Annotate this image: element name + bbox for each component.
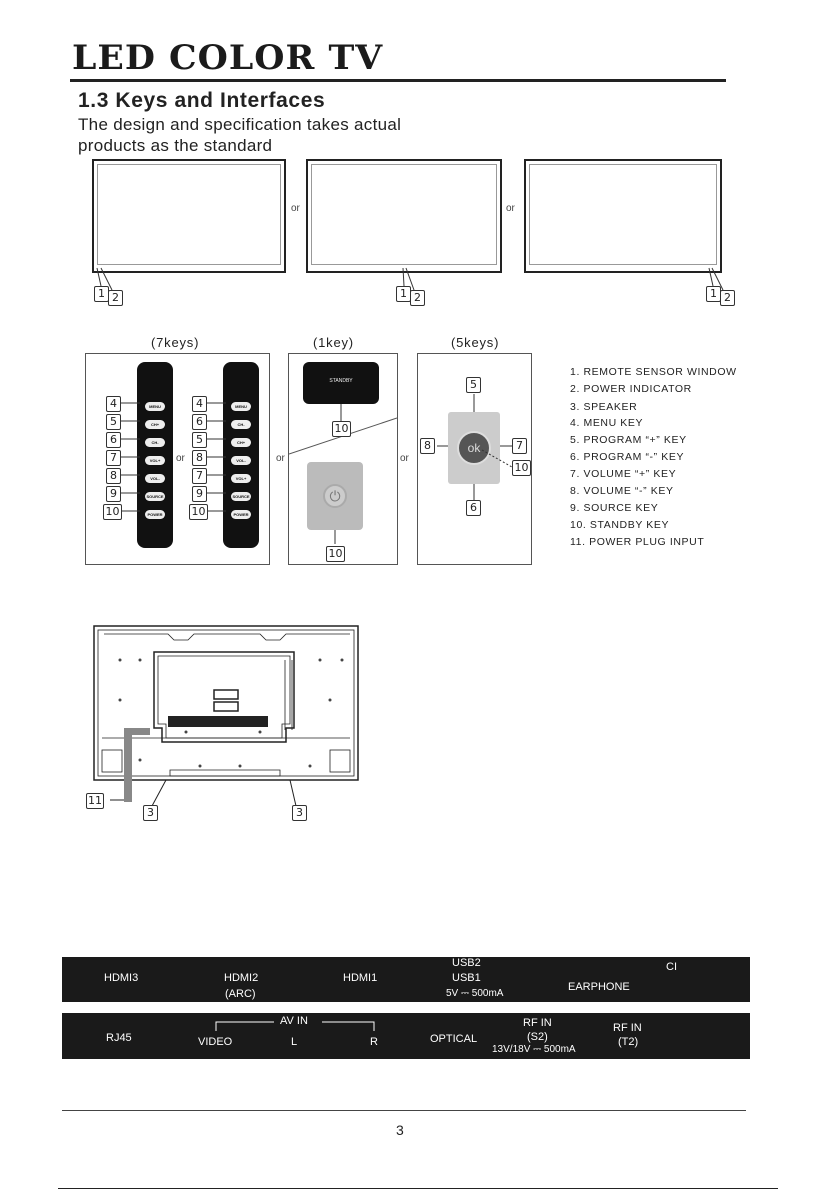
- key-number-badge: 10: [332, 421, 351, 437]
- legend-item: 8. VOLUME “-” KEY: [570, 485, 674, 497]
- callout-badge: 1: [706, 286, 721, 302]
- key-power: POWER: [145, 510, 165, 519]
- legend-item: 7. VOLUME “+” KEY: [570, 468, 677, 480]
- key-ch-plus: CH+: [145, 420, 165, 429]
- key-number-badge: 4: [192, 396, 207, 412]
- standby-key-label: STANDBY: [329, 378, 353, 384]
- legend-item: 3. SPEAKER: [570, 401, 638, 413]
- footer-rule: [62, 1110, 746, 1111]
- key-number-badge: 7: [106, 450, 121, 466]
- callout-badge: 2: [720, 290, 735, 306]
- legend-item: 5. PROGRAM “+” KEY: [570, 434, 687, 446]
- legend-item: 1. REMOTE SENSOR WINDOW: [570, 366, 737, 378]
- or-label: or: [291, 203, 300, 214]
- key-ch-minus: CH-: [145, 438, 165, 447]
- callout-badge: 3: [292, 805, 307, 821]
- interface-bar-bottom: [62, 1013, 750, 1059]
- key-number-badge: 7: [512, 438, 527, 454]
- rf-power-rating: 13V/18V ⎓ 500mA: [492, 1044, 576, 1055]
- key-menu: MENU: [231, 402, 251, 411]
- page-number: 3: [396, 1122, 404, 1138]
- key-number-badge: 7: [192, 468, 207, 484]
- panel-divider: [289, 354, 397, 564]
- section-title: 1.3 Keys and Interfaces: [78, 89, 326, 112]
- port-audio-r: R: [370, 1036, 378, 1048]
- key-number-badge: 10: [512, 460, 531, 476]
- legend-item: 4. MENU KEY: [570, 417, 644, 429]
- heading-5keys: (5keys): [451, 335, 500, 350]
- port-rf-in-t2-sub: (T2): [618, 1036, 639, 1048]
- key-number-badge: 6: [192, 414, 207, 430]
- callout-badge: 2: [410, 290, 425, 306]
- port-earphone: EARPHONE: [568, 981, 630, 993]
- power-icon: ⏻: [323, 484, 347, 508]
- key-number-badge: 9: [192, 486, 207, 502]
- usb-power-rating: 5V ⎓ 500mA: [446, 988, 504, 999]
- callout-badge: 1: [396, 286, 411, 302]
- port-hdmi2-arc: (ARC): [225, 988, 256, 1000]
- port-av-in: AV IN: [280, 1015, 308, 1027]
- port-optical: OPTICAL: [430, 1033, 478, 1045]
- callout-badge: 2: [108, 290, 123, 306]
- key-number-badge: 4: [106, 396, 121, 412]
- ok-key: ok: [457, 431, 491, 465]
- key-number-badge: 8: [420, 438, 435, 454]
- key-vol-plus: VOL+: [145, 456, 165, 465]
- brand-title: LED COLOR TV: [72, 38, 384, 78]
- legend-item: 6. PROGRAM “-” KEY: [570, 451, 685, 463]
- key-ch-minus: CH-: [231, 420, 251, 429]
- legend-item: 9. SOURCE KEY: [570, 502, 659, 514]
- subtitle-line-2: products as the standard: [78, 136, 273, 155]
- key-number-badge: 5: [466, 377, 481, 393]
- heading-7keys: (7keys): [151, 335, 200, 350]
- port-audio-l: L: [291, 1036, 298, 1048]
- key-vol-minus: VOL-: [231, 456, 251, 465]
- port-hdmi3: HDMI3: [104, 972, 139, 984]
- legend-item: 2. POWER INDICATOR: [570, 383, 692, 395]
- key-source: SOURCE: [232, 494, 250, 499]
- bottom-rule: [58, 1188, 778, 1189]
- key-number-badge: 6: [106, 432, 121, 448]
- subtitle-line-1: The design and specification takes actual: [78, 115, 402, 134]
- key-vol-minus: VOL-: [145, 474, 165, 483]
- key-number-badge: 5: [192, 432, 207, 448]
- legend-item: 10. STANDBY KEY: [570, 519, 670, 531]
- port-hdmi2: HDMI2: [224, 972, 259, 984]
- key-source: SOURCE: [146, 494, 164, 499]
- callout-badge: 1: [94, 286, 109, 302]
- key-power: POWER: [231, 510, 251, 519]
- callout-badge: 3: [143, 805, 158, 821]
- port-usb1: USB1: [452, 972, 481, 984]
- tv-rear-view: [80, 620, 370, 820]
- port-video: VIDEO: [198, 1036, 233, 1048]
- or-label: or: [400, 453, 409, 464]
- key-number-badge: 6: [466, 500, 481, 516]
- key-ch-plus: CH+: [231, 438, 251, 447]
- key-number-badge: 8: [106, 468, 121, 484]
- key-panel-1key: [288, 353, 398, 565]
- port-rf-in-s2-sub: (S2): [527, 1031, 548, 1043]
- key-menu: MENU: [145, 402, 165, 411]
- key-number-badge: 8: [192, 450, 207, 466]
- or-label: or: [176, 453, 185, 464]
- key-number-badge: 9: [106, 486, 121, 502]
- port-ci: CI: [666, 961, 677, 973]
- key-vol-plus: VOL+: [231, 474, 251, 483]
- port-hdmi1: HDMI1: [343, 972, 378, 984]
- or-label: or: [276, 453, 285, 464]
- legend-item: 11. POWER PLUG INPUT: [570, 536, 705, 548]
- or-label: or: [506, 203, 515, 214]
- heading-1key: (1key): [313, 335, 354, 350]
- key-number-badge: 5: [106, 414, 121, 430]
- key-number-badge: 10: [103, 504, 122, 520]
- port-usb2: USB2: [452, 957, 481, 969]
- port-rf-in-t2: RF IN: [613, 1022, 642, 1034]
- key-number-badge: 10: [189, 504, 208, 520]
- power-key-area: [307, 462, 363, 530]
- port-rf-in-s2: RF IN: [523, 1017, 552, 1029]
- callout-badge: 11: [88, 794, 102, 807]
- interface-bar-top: [62, 957, 750, 1002]
- key-number-badge: 10: [326, 546, 345, 562]
- av-in-bracket: [212, 1013, 382, 1033]
- port-rj45: RJ45: [106, 1032, 132, 1044]
